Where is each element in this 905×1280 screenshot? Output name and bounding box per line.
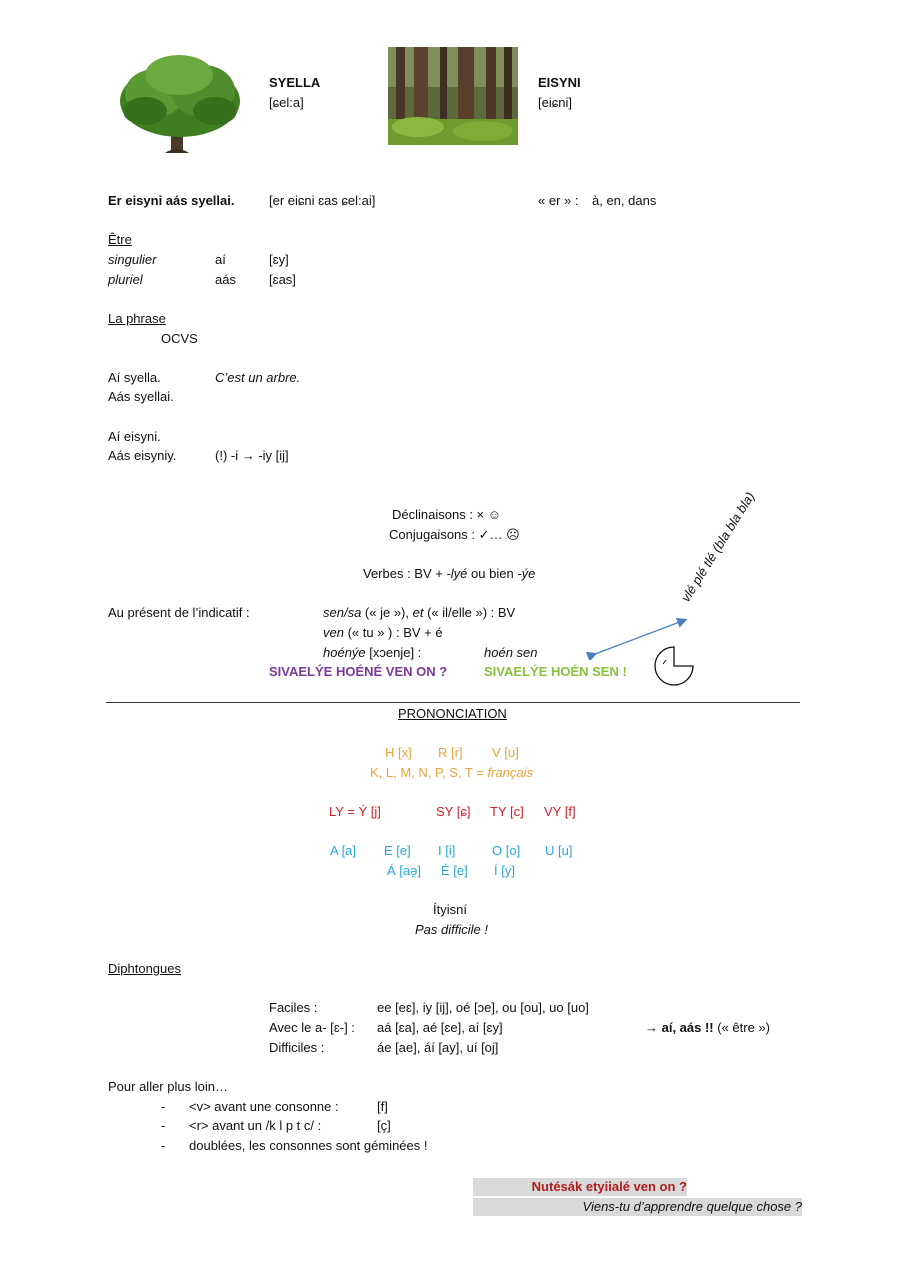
p3-b: [xɔenje] : (365, 645, 422, 660)
vowel: E [e] (384, 843, 411, 858)
loin-item: <r> avant un /k l p t c/ : (189, 1118, 322, 1133)
forest-image (388, 47, 518, 145)
consonant: V [ʊ] (492, 745, 519, 760)
section-divider (106, 702, 800, 703)
p1-b: (« je »), (361, 605, 413, 620)
phrase-title: La phrase (108, 311, 166, 326)
p1-c: et (412, 605, 424, 620)
loin-value: [f] (377, 1099, 388, 1114)
consonant: R [r] (438, 745, 463, 760)
verbes-rule (363, 565, 535, 583)
present-label: Au présent de l’indicatif : (108, 605, 250, 620)
loin-item: doublées, les consonnes sont géminées ! (189, 1138, 428, 1153)
vowel: Á [aə̯] (387, 863, 421, 878)
bullet-dash: - (161, 1099, 166, 1114)
answer-green: SIVAELÝE HOÉN SEN ! (484, 664, 627, 679)
example-sentence: Er eisyni aás syellai. (108, 193, 235, 208)
cons-francais: français (487, 765, 533, 780)
word-syella: SYELLA (269, 75, 321, 90)
rotated-annotation: vlé plé tlé (bla bla bla) (677, 489, 758, 605)
etre-label: singulier (108, 252, 157, 267)
note-rest: (« être ») (713, 1020, 770, 1035)
present-line-3 (323, 644, 421, 662)
loin-value: [ç] (377, 1118, 391, 1133)
diphtongue-value: ee [eɛ], iy [ij], oé [ɔe], ou [ou], uo [uo] (377, 1000, 589, 1015)
footer-question-box (473, 1178, 687, 1196)
p2-a: ven (323, 625, 344, 640)
vowel: I [i] (438, 843, 456, 858)
verbes-mid: ou bien (467, 566, 518, 581)
p3-example: hoén sen (484, 645, 538, 660)
word-order: OCVS (161, 331, 198, 346)
consonant: H [x] (385, 745, 412, 760)
consonant: VY [f] (544, 804, 576, 819)
diphtongue-value: áe [ae], áí [ay], uí [oj] (377, 1040, 499, 1055)
etre-ipa: [ɛy] (269, 252, 289, 267)
p2-b: (« tu » ) : BV + é (343, 625, 443, 640)
diphtongues-title: Diphtongues (108, 961, 181, 976)
question-purple: SIVAELÝE HOÉNÉ VEN ON ? (269, 664, 448, 679)
diphtongue-note (645, 1019, 770, 1037)
gloss-key: « er » : (538, 193, 579, 208)
verbes-lye: -lyé (446, 566, 468, 581)
verbes-ye: -ýe (517, 566, 536, 581)
ipa-syella: [ɕel:a] (269, 95, 304, 110)
etre-ipa: [ɛas] (269, 272, 296, 287)
bullet-dash: - (161, 1138, 166, 1153)
example-2a: Aí eisyni. (108, 429, 161, 444)
ipa-eisyni: [eiɕni] (538, 95, 572, 110)
diphtongue-label: Avec le a- [ɛ-] : (269, 1020, 355, 1035)
example-sentence-ipa: [er eiɕni ɛas ɕel:ai] (269, 193, 376, 208)
declinaisons: Déclinaisons : × ☺ (392, 507, 502, 522)
vowel: O [o] (492, 843, 521, 858)
etre-form: aás (215, 272, 236, 287)
consonant: LY = Ý [j] (329, 804, 381, 819)
example-2b: Aás eisyniy. (108, 448, 177, 463)
plural-note: (!) -i → -iy [ij] (215, 448, 289, 463)
gloss-value: à, en, dans (592, 193, 657, 208)
footer-translation: Viens-tu d’apprendre quelque chose ? (473, 1198, 802, 1216)
diphtongue-value: aá [ɛa], aé [ɛe], aí [ɛy] (377, 1020, 503, 1035)
example-1-translation: C’est un arbre. (215, 370, 301, 385)
etre-label: pluriel (108, 272, 143, 287)
cons-list: K, L, M, N, P, S, T = (370, 765, 488, 780)
vowel: É [e] (441, 863, 468, 878)
pacman-icon (652, 644, 696, 688)
vowel: A [a] (330, 843, 357, 858)
etre-title: Être (108, 232, 132, 247)
verbes-pre: Verbes : BV + (363, 566, 447, 581)
prononciation-title: PRONONCIATION (398, 706, 507, 721)
example-word: Ítyisní (433, 902, 467, 917)
vowel: Í [y] (494, 863, 515, 878)
conjugaisons: Conjugaisons : ✓… ☹ (389, 527, 520, 542)
p1-a: sen/sa (323, 605, 362, 620)
loin-title: Pour aller plus loin… (108, 1079, 228, 1094)
etre-form: aí (215, 252, 226, 267)
footer-question: Nutésák etyiialé ven on ? (531, 1179, 687, 1194)
diphtongue-label: Difficiles : (269, 1040, 325, 1055)
bullet-dash: - (161, 1118, 166, 1133)
diphtongue-label: Faciles : (269, 1000, 318, 1015)
loin-item: <v> avant une consonne : (189, 1099, 339, 1114)
note-bold: → aí, aás !! (645, 1020, 714, 1035)
consonant: SY [ɕ] (436, 804, 471, 819)
consonant: TY [c] (490, 804, 524, 819)
vowel: U [u] (545, 843, 573, 858)
present-line-1 (323, 604, 515, 622)
example-word-translation: Pas difficile ! (415, 922, 488, 937)
consonants-french (370, 764, 533, 782)
tree-image (115, 53, 245, 159)
example-1b: Aás syellai. (108, 389, 174, 404)
example-1a: Aí syella. (108, 370, 161, 385)
word-eisyni: EISYNI (538, 75, 581, 90)
p3-a: hoénýe (323, 645, 366, 660)
p1-d: (« il/elle ») : BV (423, 605, 516, 620)
present-line-2 (323, 624, 443, 642)
